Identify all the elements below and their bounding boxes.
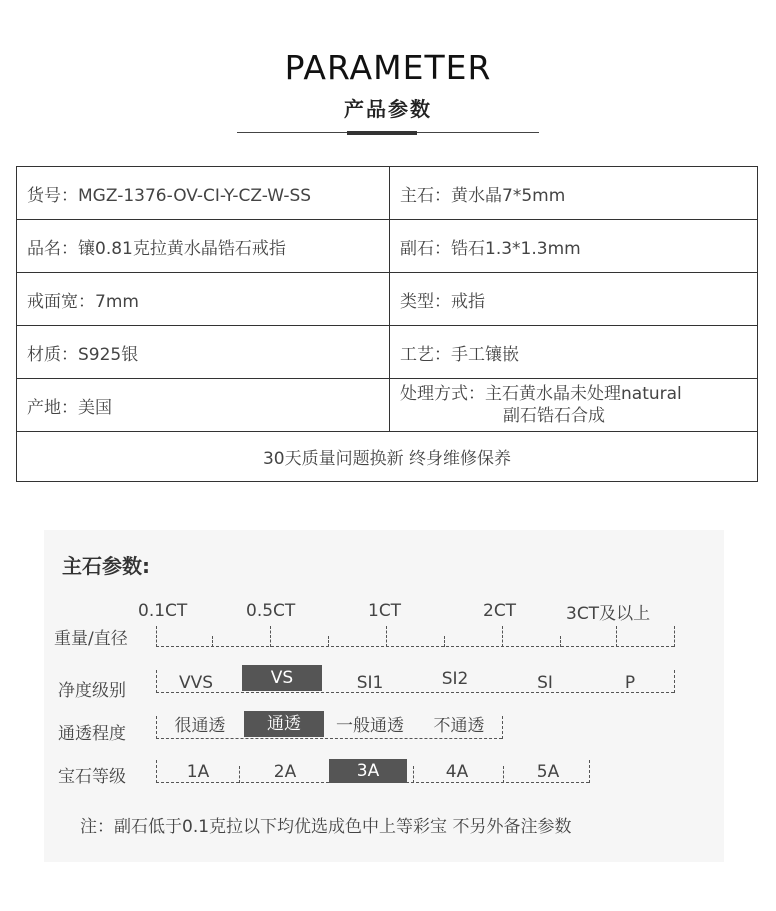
scale-tick <box>156 760 157 783</box>
stone-panel-title: 主石参数: <box>62 554 150 578</box>
warranty-text: 30天质量问题换新 终身维修保养 <box>17 432 758 482</box>
scale-tick <box>503 766 504 783</box>
scale-tick <box>156 670 157 693</box>
table-row <box>17 273 758 326</box>
clarity-option: SI <box>537 673 553 693</box>
grade-option: 1A <box>186 762 210 782</box>
parameter-table <box>16 166 758 482</box>
table-cell: 材质：S925银 <box>17 326 390 379</box>
scale-tick <box>156 626 157 647</box>
clarity-scale-line <box>156 692 674 693</box>
scale-tick <box>502 716 503 739</box>
grade-option: 2A <box>273 762 297 782</box>
scale-tick <box>560 636 561 647</box>
scale-tick <box>239 766 240 783</box>
table-row <box>17 379 758 432</box>
treatment-line-2: 副石锆石合成 <box>503 406 605 426</box>
scale-tick <box>674 626 675 647</box>
weight-scale-line <box>156 646 674 647</box>
transparency-label: 通透程度 <box>58 724 126 744</box>
weight-tick: 0.1CT <box>138 601 188 621</box>
table-cell: 品名：镶0.81克拉黄水晶锆石戒指 <box>17 220 390 273</box>
table-row <box>17 432 758 482</box>
table-cell <box>390 379 758 432</box>
scale-tick <box>413 766 414 783</box>
title-divider-accent <box>347 131 417 135</box>
scale-tick <box>156 716 157 739</box>
scale-tick <box>270 626 271 647</box>
page-title: PARAMETER <box>284 48 492 87</box>
clarity-option-selected: VS <box>242 665 322 691</box>
scale-tick <box>444 636 445 647</box>
clarity-label: 净度级别 <box>58 681 126 701</box>
scale-tick <box>386 626 387 647</box>
scale-tick <box>674 670 675 693</box>
grade-label: 宝石等级 <box>58 767 126 787</box>
scale-tick <box>212 636 213 647</box>
weight-label: 重量/直径 <box>54 629 128 649</box>
table-row <box>17 167 758 220</box>
table-cell: 产地：美国 <box>17 379 390 432</box>
transparency-option: 不通透 <box>433 716 485 736</box>
transparency-option: 一般通透 <box>336 716 404 736</box>
clarity-option: P <box>624 673 636 693</box>
grade-option: 5A <box>536 762 560 782</box>
weight-tick: 3CT及以上 <box>566 604 651 624</box>
weight-tick: 0.5CT <box>246 601 296 621</box>
weight-tick: 1CT <box>368 601 402 621</box>
grade-option: 4A <box>445 762 469 782</box>
transparency-option: 很通透 <box>174 716 226 736</box>
clarity-option: SI1 <box>356 673 384 693</box>
weight-tick: 2CT <box>483 601 517 621</box>
treatment-line-1: 处理方式：主石黄水晶未处理natural <box>400 384 682 404</box>
table-cell: 副石：锆石1.3*1.3mm <box>390 220 758 273</box>
clarity-option: VVS <box>178 673 214 693</box>
page-subtitle: 产品参数 <box>344 97 432 121</box>
table-row <box>17 326 758 379</box>
table-cell: 工艺：手工镶嵌 <box>390 326 758 379</box>
table-row <box>17 220 758 273</box>
table-cell: 戒面宽：7mm <box>17 273 390 326</box>
scale-tick <box>328 636 329 647</box>
footnote: 注：副石低于0.1克拉以下均优选成色中上等彩宝 不另外备注参数 <box>80 817 572 837</box>
table-cell: 主石：黄水晶7*5mm <box>390 167 758 220</box>
table-cell: 类型：戒指 <box>390 273 758 326</box>
scale-tick <box>502 626 503 647</box>
transparency-scale-line <box>156 738 502 739</box>
grade-option-selected: 3A <box>329 759 407 783</box>
clarity-option: SI2 <box>441 669 469 689</box>
scale-tick <box>616 626 617 647</box>
scale-tick <box>589 760 590 783</box>
transparency-option-selected: 通透 <box>244 711 324 737</box>
table-cell: 货号：MGZ-1376-OV-CI-Y-CZ-W-SS <box>17 167 390 220</box>
